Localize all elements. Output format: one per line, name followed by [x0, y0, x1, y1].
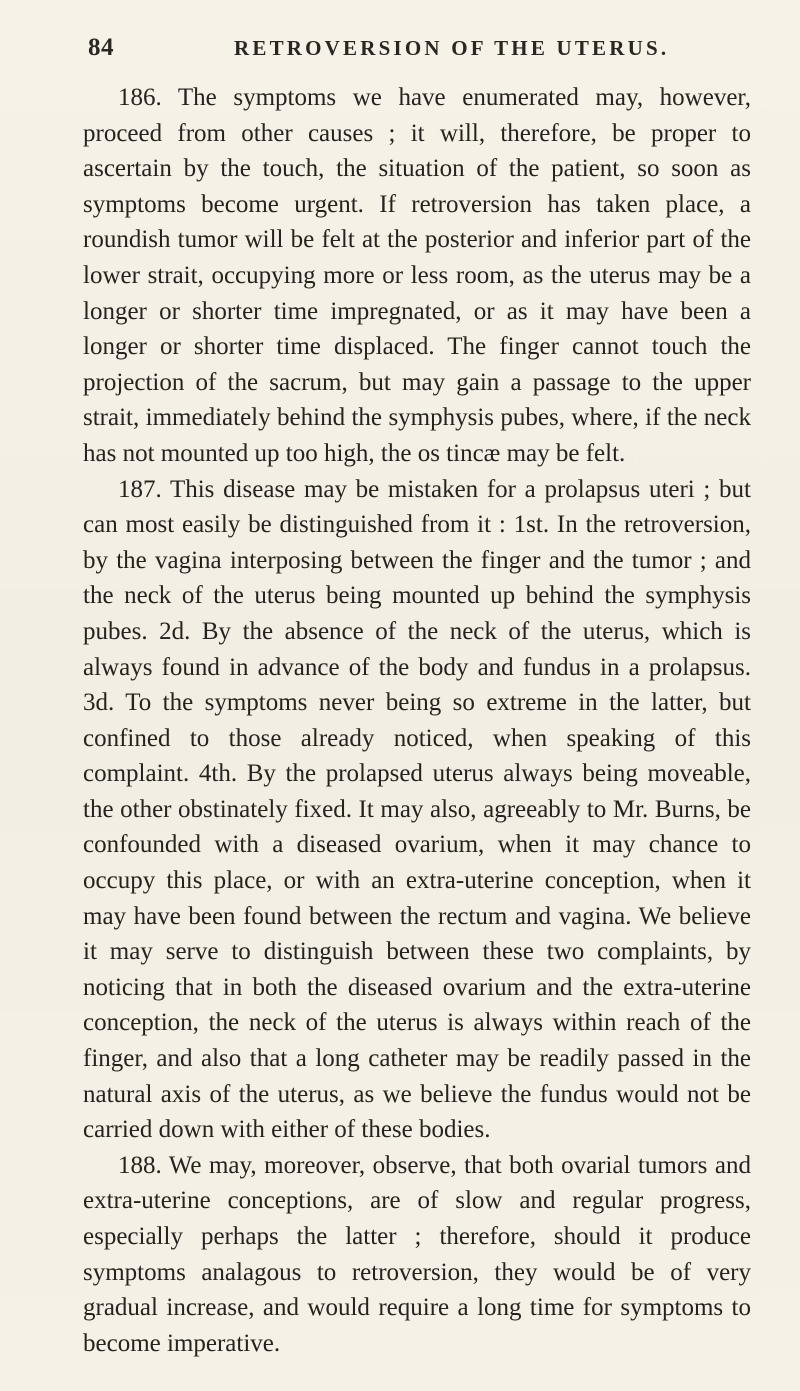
page-number: 84 [88, 34, 114, 61]
paragraph-188: 188. We may, moreover, observe, that both ovarial tumors and extra-uterine conceptions, are of slow and regular progress, especially perhaps the latter ; therefore, should it produce symptoms analagous to retroversion, they would be of very gradual increase, and would require a long time for symptoms to become imperative. [83, 1151, 751, 1357]
running-title: RETROVERSION OF THE UTERUS. [234, 36, 670, 60]
body-text [83, 80, 751, 1361]
paragraph-186: 186. The symptoms we have enumerated may, however, proceed from other causes ; it will, therefore, be proper to ascertain by the touch, the situation of the patient, so soon as symptoms become urgent. If retroversion has taken place, a roundish tumor will be felt at the posterior and inferior part of the lower strait, occupying more or less room, as the uterus may be a longer or shorter time impregnated, or as it may have been a longer or shorter time displaced. The finger cannot touch the projection of the sacrum, but may gain a passage to the upper strait, immediately behind the symphysis pubes, where, if the neck has not mounted up too high, the os tincæ may be felt. [83, 84, 751, 467]
running-head [88, 34, 740, 62]
paragraph-187: 187. This disease may be mistaken for a prolapsus uteri ; but can most easily be distinguished from it : 1st. In the retroversion, by the vagina interposing between the finger and the tumor ; and the neck of the uterus being mounted up behind the symphysis pubes. 2d. By the absence of the neck of the uterus, which is always found in advance of the body and fundus in a prolapsus. 3d. To the symptoms never being so extreme in the latter, but confined to those already noticed, when speaking of this complaint. 4th. By the prolapsed uterus always being moveable, the other obstinately fixed. It may also, agreeably to Mr. Burns, be confounded with a diseased ovarium, when it may chance to occupy this place, or with an extra-uterine conception, when it may have been found between the rectum and vagina. We believe it may serve to distinguish between these two complaints, by noticing that in both the diseased ovarium and the extra-uterine conception, the neck of the uterus is always within reach of the finger, and also that a long catheter may be readily passed in the natural axis of the uterus, as we believe the fundus would not be carried down with either of these bodies. [83, 475, 751, 1144]
